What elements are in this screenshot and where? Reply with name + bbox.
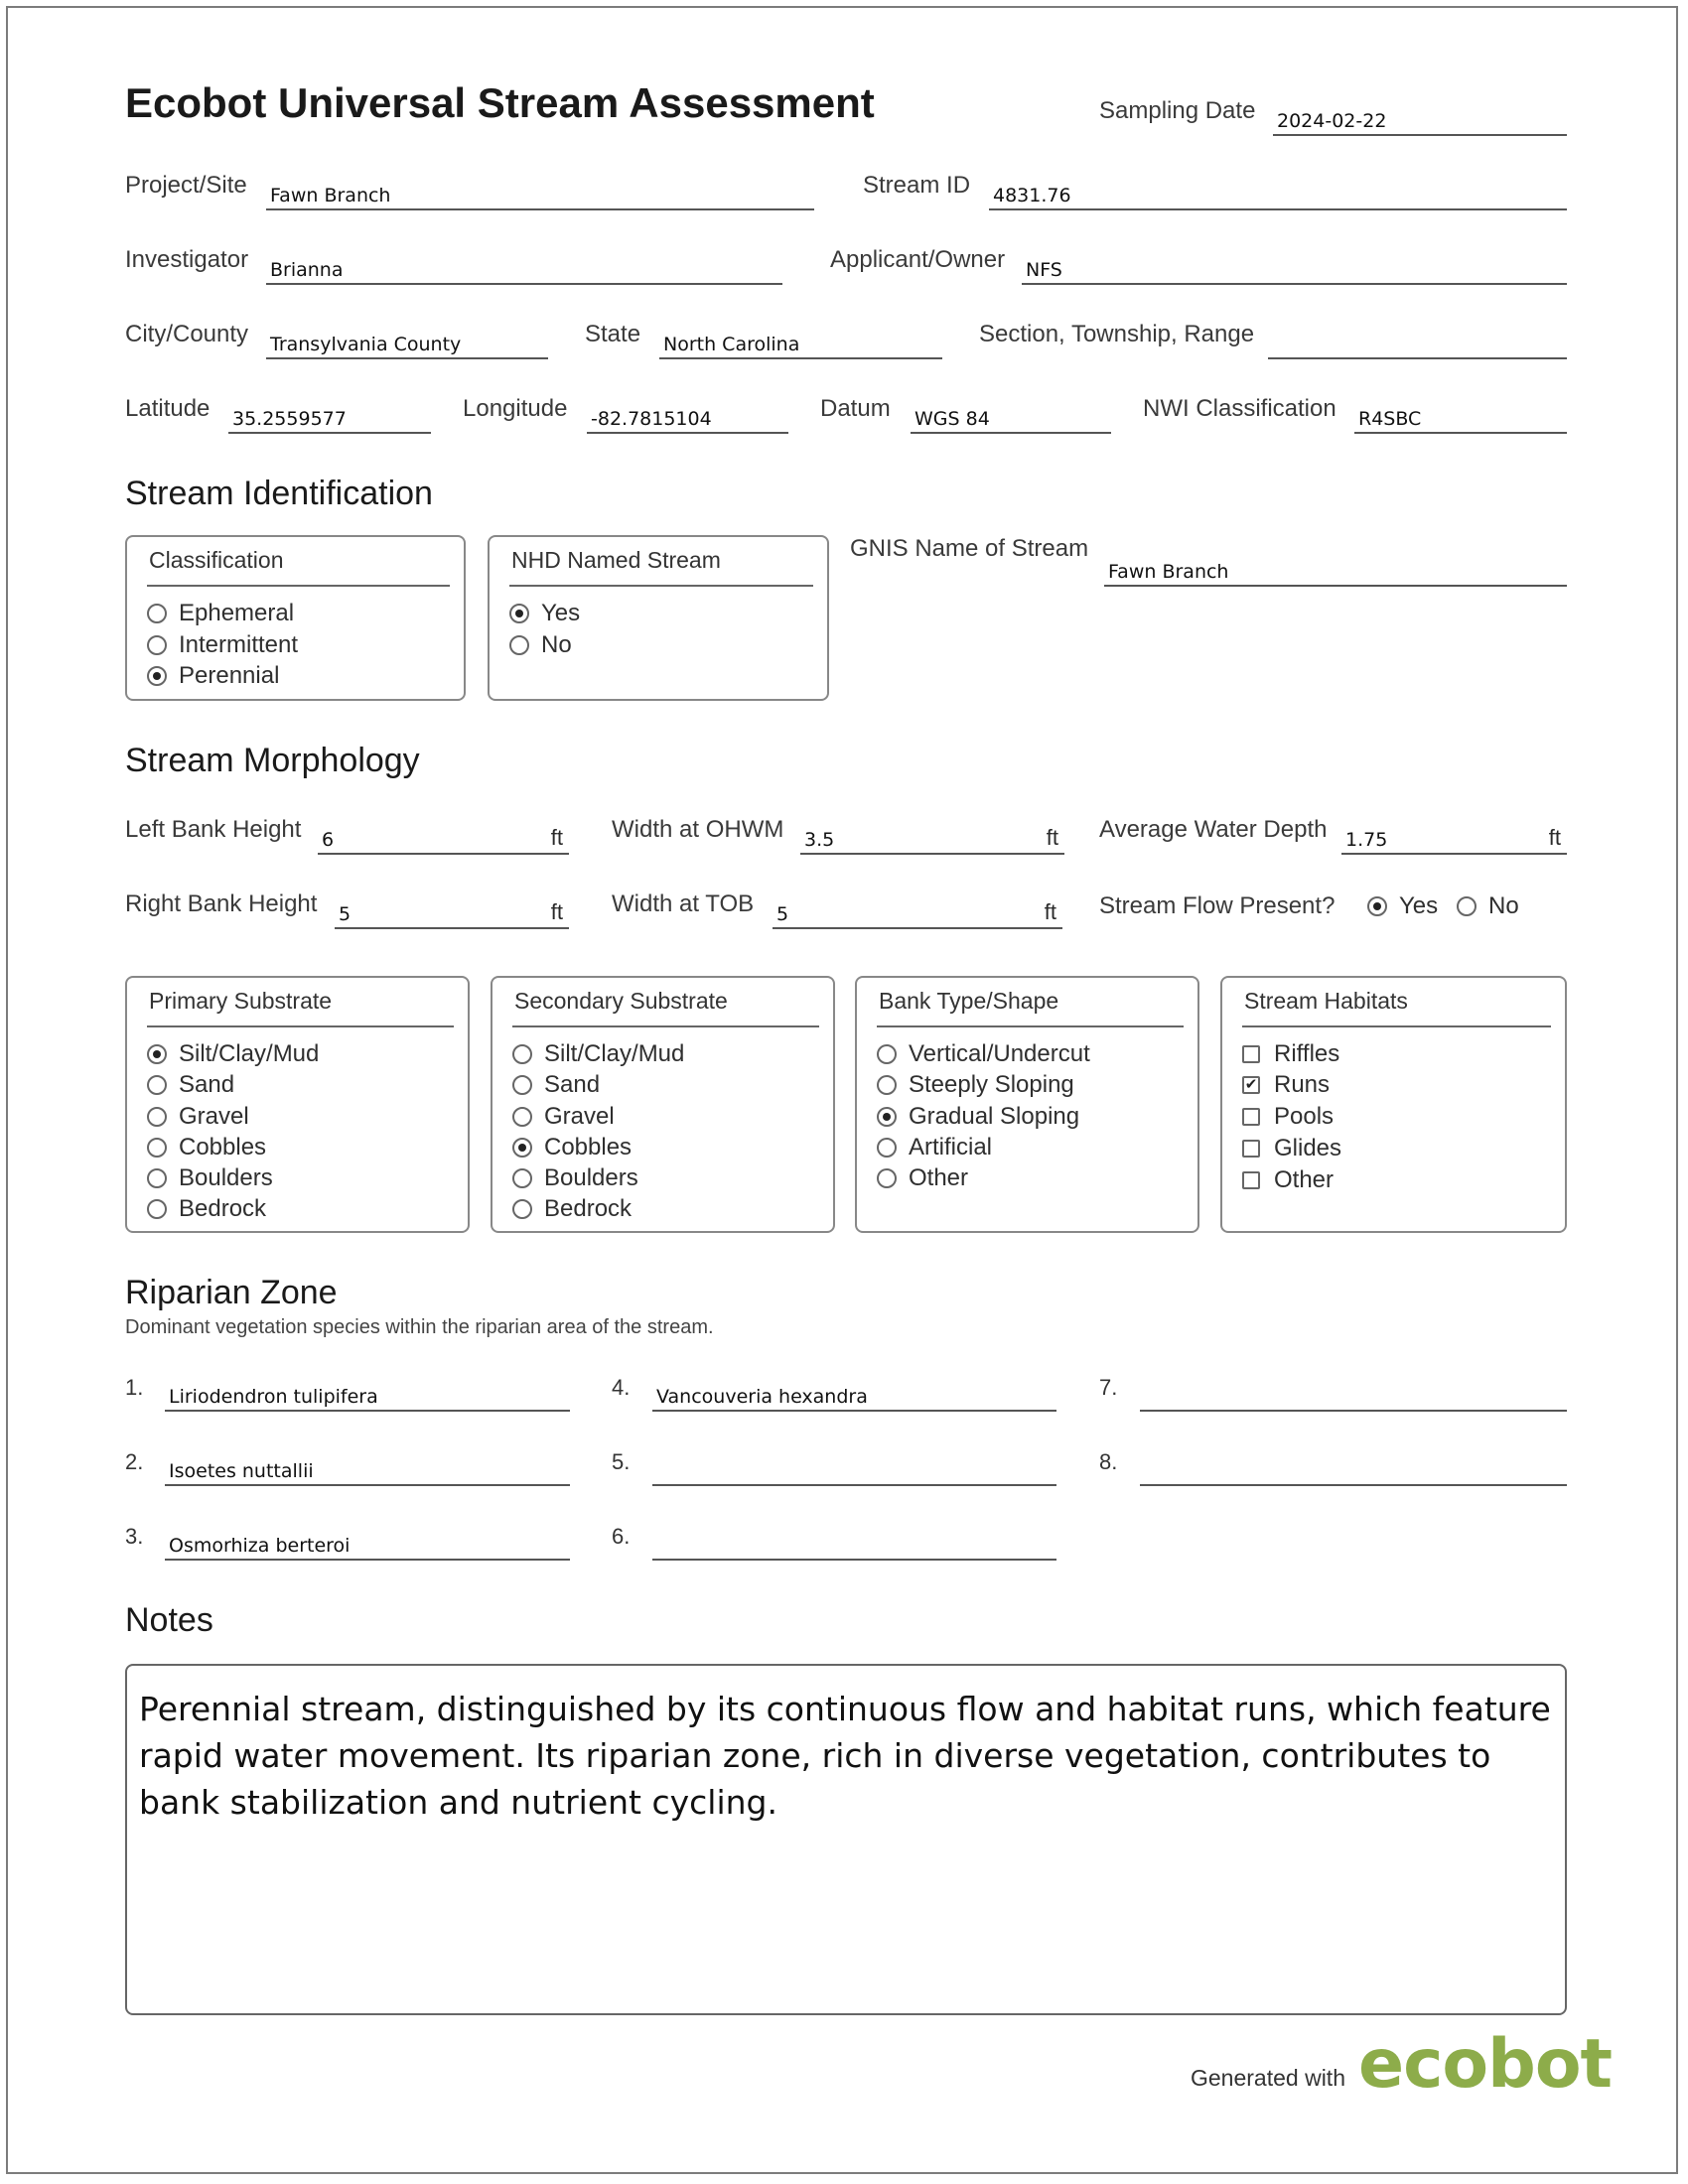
nwi-classification-value: R4SBC: [1358, 408, 1422, 430]
riparian-zone-subtitle: Dominant vegetation species within the riparian area of the stream.: [125, 1316, 714, 1338]
radio-icon: [147, 1199, 167, 1219]
option-label: No: [1488, 892, 1519, 919]
notes-textarea[interactable]: [125, 1664, 1567, 2015]
section-township-range-field[interactable]: [1268, 328, 1567, 359]
species-number-5: 5.: [612, 1449, 631, 1474]
city-county-value: Transylvania County: [270, 334, 462, 355]
option-label: Gradual Sloping: [909, 1103, 1080, 1130]
species-value-4: Vancouveria hexandra: [656, 1386, 868, 1408]
classification-option-ephemeral[interactable]: [147, 600, 294, 627]
width-tob-value: 5: [776, 903, 789, 925]
primary-substrate-title: Primary Substrate: [149, 988, 333, 1014]
primary-option-gravel[interactable]: [147, 1103, 249, 1131]
sampling-date-value: 2024-02-22: [1277, 110, 1387, 132]
latitude-field[interactable]: [228, 402, 431, 434]
option-label: Boulders: [544, 1164, 638, 1191]
nwi-classification-field[interactable]: [1354, 402, 1567, 434]
option-label: Riffles: [1274, 1040, 1340, 1067]
unit-label: ft: [550, 899, 563, 924]
classification-option-intermittent[interactable]: [147, 631, 298, 659]
secondary-option-bedrock[interactable]: [512, 1195, 632, 1223]
checkbox-icon: [1242, 1045, 1260, 1063]
bank-option-steeply-sloping[interactable]: [877, 1071, 1074, 1099]
option-label: Cobbles: [179, 1134, 267, 1160]
stream-habitats-box: [1220, 976, 1567, 1233]
secondary-option-sand[interactable]: [512, 1071, 600, 1099]
investigator-label: Investigator: [125, 246, 249, 273]
right-bank-height-field[interactable]: [335, 897, 569, 929]
stream-habitats-rule: [1242, 1025, 1551, 1027]
average-water-depth-value: 1.75: [1345, 829, 1388, 851]
habitat-option-riffles[interactable]: [1242, 1040, 1339, 1068]
width-ohwm-label: Width at OHWM: [612, 816, 784, 843]
option-label: Pools: [1274, 1103, 1335, 1130]
secondary-option-cobbles[interactable]: [512, 1134, 632, 1161]
option-label: Runs: [1274, 1071, 1331, 1098]
width-ohwm-value: 3.5: [804, 829, 835, 851]
option-label: Bedrock: [179, 1195, 267, 1222]
datum-label: Datum: [820, 395, 891, 422]
unit-label: ft: [1044, 899, 1056, 924]
average-water-depth-label: Average Water Depth: [1099, 816, 1328, 843]
right-bank-height-label: Right Bank Height: [125, 890, 318, 917]
species-number-8: 8.: [1099, 1449, 1118, 1474]
applicant-owner-value: NFS: [1026, 259, 1062, 281]
city-county-label: City/County: [125, 321, 249, 347]
longitude-field[interactable]: [587, 402, 788, 434]
radio-selected-icon: [512, 1138, 532, 1158]
secondary-substrate-rule: [512, 1025, 819, 1027]
species-field-8[interactable]: [1140, 1454, 1567, 1486]
sampling-date-field[interactable]: [1273, 104, 1567, 136]
stream-id-label: Stream ID: [863, 172, 971, 199]
option-label: Boulders: [179, 1164, 273, 1191]
secondary-option-gravel[interactable]: [512, 1103, 615, 1131]
checkbox-checked-icon: ✔: [1242, 1076, 1260, 1094]
radio-icon: [877, 1138, 897, 1158]
radio-icon: [877, 1168, 897, 1188]
radio-icon: [877, 1044, 897, 1064]
primary-option-sand[interactable]: [147, 1071, 234, 1099]
option-label: Perennial: [179, 662, 280, 689]
species-value-2: Isoetes nuttallii: [169, 1460, 314, 1482]
nwi-classification-label: NWI Classification: [1143, 395, 1336, 422]
form-title: Ecobot Universal Stream Assessment: [125, 79, 875, 126]
bank-type-rule: [877, 1025, 1184, 1027]
secondary-substrate-box: [491, 976, 835, 1233]
option-label: Silt/Clay/Mud: [544, 1040, 685, 1067]
primary-option-cobbles[interactable]: [147, 1134, 266, 1161]
species-value-1: Liriodendron tulipifera: [169, 1386, 378, 1408]
unit-label: ft: [550, 825, 563, 850]
classification-title: Classification: [149, 547, 284, 573]
option-label: No: [541, 631, 572, 658]
radio-icon: [147, 1107, 167, 1127]
habitat-option-pools[interactable]: [1242, 1103, 1334, 1131]
applicant-owner-field[interactable]: [1022, 253, 1567, 285]
project-site-value: Fawn Branch: [270, 185, 391, 206]
radio-icon: [509, 635, 529, 655]
stream-identification-heading: Stream Identification: [125, 475, 433, 512]
city-county-field[interactable]: [266, 328, 548, 359]
section-township-range-label: Section, Township, Range: [979, 321, 1255, 347]
stream-id-field[interactable]: [989, 179, 1567, 210]
nhd-option-yes[interactable]: [509, 600, 580, 627]
latitude-value: 35.2559577: [232, 408, 347, 430]
nhd-named-stream-box: [488, 535, 829, 701]
option-label: Bedrock: [544, 1195, 633, 1222]
state-field[interactable]: [659, 328, 942, 359]
radio-selected-icon: [1367, 896, 1387, 916]
gnis-name-value: Fawn Branch: [1108, 561, 1229, 583]
secondary-option-boulders[interactable]: [512, 1164, 638, 1192]
ecobot-logo: ecobot: [1358, 2025, 1613, 2104]
gnis-name-field[interactable]: [1104, 555, 1567, 587]
option-label: Steeply Sloping: [909, 1071, 1074, 1098]
investigator-value: Brianna: [270, 259, 344, 281]
radio-icon: [512, 1107, 532, 1127]
option-label: Yes: [1399, 892, 1439, 919]
unit-label: ft: [1046, 825, 1058, 850]
species-number-1: 1.: [125, 1375, 144, 1400]
classification-box: [125, 535, 466, 701]
radio-icon: [147, 1168, 167, 1188]
option-label: Artificial: [909, 1134, 993, 1160]
species-field-4[interactable]: [652, 1380, 1056, 1412]
species-number-3: 3.: [125, 1524, 144, 1549]
species-value-3: Osmorhiza berteroi: [169, 1535, 351, 1557]
left-bank-height-field[interactable]: [318, 823, 569, 855]
generated-with-label: Generated with: [1191, 2065, 1345, 2091]
classification-rule: [147, 585, 450, 587]
option-label: Other: [909, 1164, 969, 1191]
radio-icon: [512, 1199, 532, 1219]
option-label: Other: [1274, 1166, 1335, 1193]
option-label: Gravel: [179, 1103, 249, 1130]
gnis-name-label: GNIS Name of Stream: [850, 535, 1089, 562]
radio-icon: [512, 1168, 532, 1188]
bank-option-other[interactable]: [877, 1164, 968, 1192]
stream-flow-option-yes[interactable]: [1367, 892, 1438, 920]
habitat-option-glides[interactable]: [1242, 1135, 1341, 1162]
bank-type-title: Bank Type/Shape: [879, 988, 1059, 1014]
option-label: Vertical/Undercut: [909, 1040, 1090, 1067]
primary-option-bedrock[interactable]: [147, 1195, 266, 1223]
option-label: Sand: [179, 1071, 235, 1098]
species-field-7[interactable]: [1140, 1380, 1567, 1412]
investigator-field[interactable]: [266, 253, 782, 285]
radio-icon: [147, 635, 167, 655]
radio-icon: [1457, 896, 1477, 916]
stream-flow-option-no[interactable]: [1457, 892, 1519, 920]
nhd-option-no[interactable]: [509, 631, 572, 659]
longitude-label: Longitude: [463, 395, 568, 422]
species-number-2: 2.: [125, 1449, 144, 1474]
state-value: North Carolina: [663, 334, 800, 355]
left-bank-height-label: Left Bank Height: [125, 816, 302, 843]
species-field-5[interactable]: [652, 1454, 1056, 1486]
secondary-option-silt-clay-mud[interactable]: [512, 1040, 684, 1068]
radio-selected-icon: [509, 604, 529, 623]
latitude-label: Latitude: [125, 395, 211, 422]
option-label: Intermittent: [179, 631, 299, 658]
option-label: Silt/Clay/Mud: [179, 1040, 320, 1067]
secondary-substrate-title: Secondary Substrate: [514, 988, 728, 1014]
species-field-2[interactable]: [165, 1454, 570, 1486]
state-label: State: [585, 321, 641, 347]
project-site-label: Project/Site: [125, 172, 247, 199]
option-label: Cobbles: [544, 1134, 633, 1160]
checkbox-icon: [1242, 1140, 1260, 1158]
habitat-option-runs[interactable]: [1242, 1071, 1330, 1099]
checkbox-icon: [1242, 1108, 1260, 1126]
sampling-date-label: Sampling Date: [1099, 97, 1256, 124]
checkbox-icon: [1242, 1171, 1260, 1189]
primary-option-boulders[interactable]: [147, 1164, 273, 1192]
average-water-depth-field[interactable]: [1341, 823, 1567, 855]
option-label: Gravel: [544, 1103, 615, 1130]
species-number-6: 6.: [612, 1524, 631, 1549]
primary-option-silt-clay-mud[interactable]: [147, 1040, 319, 1068]
riparian-zone-heading: Riparian Zone: [125, 1274, 338, 1311]
option-label: Ephemeral: [179, 600, 295, 626]
width-tob-field[interactable]: [773, 897, 1062, 929]
applicant-owner-label: Applicant/Owner: [830, 246, 1006, 273]
project-site-field[interactable]: [266, 179, 814, 210]
radio-selected-icon: [147, 666, 167, 686]
datum-field[interactable]: [911, 402, 1111, 434]
stream-flow-present-label: Stream Flow Present?: [1099, 892, 1336, 919]
radio-icon: [147, 1075, 167, 1095]
species-field-3[interactable]: [165, 1529, 570, 1561]
notes-heading: Notes: [125, 1601, 213, 1639]
species-field-6[interactable]: [652, 1529, 1056, 1561]
radio-selected-icon: [877, 1107, 897, 1127]
bank-option-vertical-undercut[interactable]: [877, 1040, 1090, 1068]
radio-icon: [512, 1044, 532, 1064]
bank-type-shape-box: [855, 976, 1199, 1233]
primary-substrate-box: [125, 976, 470, 1233]
option-label: Glides: [1274, 1135, 1342, 1161]
left-bank-height-value: 6: [322, 829, 335, 851]
unit-label: ft: [1548, 825, 1561, 850]
radio-icon: [147, 1138, 167, 1158]
classification-option-perennial[interactable]: [147, 662, 279, 690]
radio-icon: [512, 1075, 532, 1095]
species-number-7: 7.: [1099, 1375, 1118, 1400]
nhd-rule: [509, 585, 813, 587]
width-ohwm-field[interactable]: [800, 823, 1064, 855]
option-label: Sand: [544, 1071, 601, 1098]
longitude-value: -82.7815104: [591, 408, 712, 430]
nhd-title: NHD Named Stream: [511, 547, 721, 573]
radio-icon: [147, 604, 167, 623]
option-label: Yes: [541, 600, 581, 626]
stream-morphology-heading: Stream Morphology: [125, 742, 420, 779]
habitat-option-other[interactable]: [1242, 1166, 1334, 1194]
bank-option-artificial[interactable]: [877, 1134, 992, 1161]
datum-value: WGS 84: [914, 408, 990, 430]
species-number-4: 4.: [612, 1375, 631, 1400]
notes-text: Perennial stream, distinguished by its continuous flow and habitat runs, which feature rapid water movement. Its riparian zone, rich in diverse vegetation, contributes to bank stabilization and nutrient cycling.: [139, 1690, 1551, 1822]
bank-option-gradual-sloping[interactable]: [877, 1103, 1079, 1131]
stream-id-value: 4831.76: [993, 185, 1071, 206]
radio-icon: [877, 1075, 897, 1095]
primary-substrate-rule: [147, 1025, 454, 1027]
radio-selected-icon: [147, 1044, 167, 1064]
stream-habitats-title: Stream Habitats: [1244, 988, 1408, 1014]
right-bank-height-value: 5: [339, 903, 352, 925]
width-tob-label: Width at TOB: [612, 890, 755, 917]
species-field-1[interactable]: [165, 1380, 570, 1412]
